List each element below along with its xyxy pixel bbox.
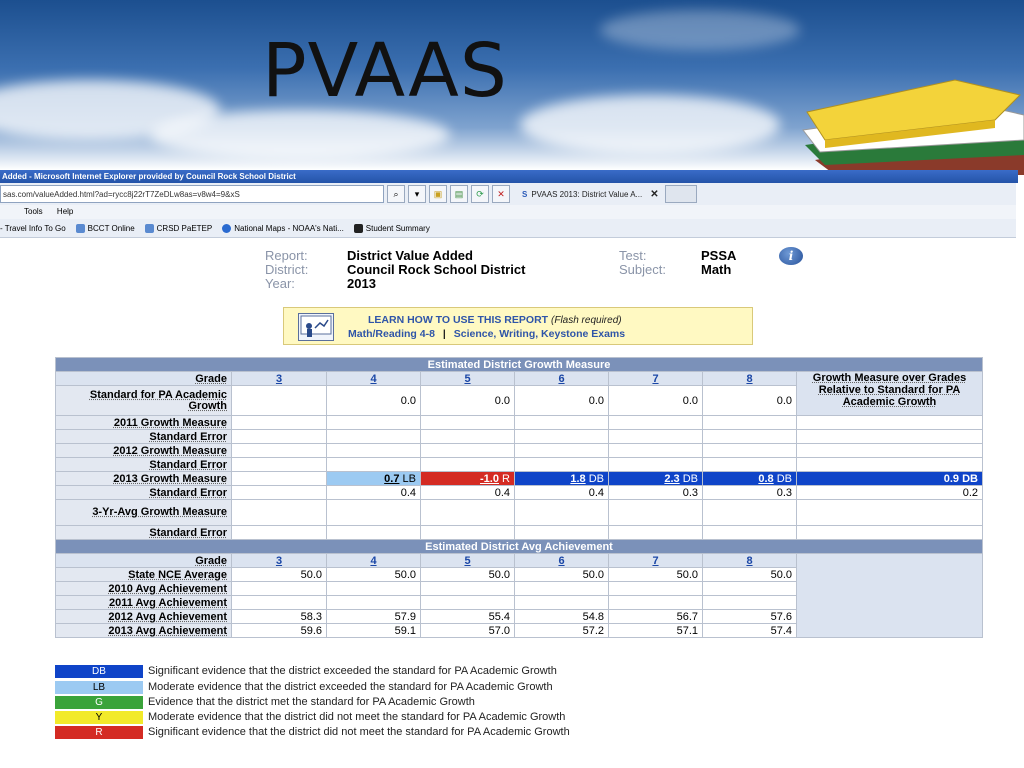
table-cell: 50.0 bbox=[421, 568, 515, 582]
report-value: District Value Added bbox=[347, 248, 473, 263]
search-icon[interactable]: ⌕ bbox=[387, 185, 405, 203]
table-row bbox=[56, 486, 983, 500]
browser-title-bar: Added - Microsoft Internet Explorer provided by Council Rock School District bbox=[0, 170, 1018, 183]
grade-link-6[interactable]: 6 bbox=[515, 554, 609, 568]
growth-cell-5[interactable] bbox=[421, 472, 515, 486]
table-row bbox=[56, 554, 983, 568]
favorite-travel[interactable] bbox=[0, 224, 66, 233]
subject-label: Subject: bbox=[619, 262, 666, 277]
table-cell: 55.4 bbox=[421, 610, 515, 624]
district-label: District: bbox=[265, 262, 309, 277]
grade-label: Grade bbox=[56, 372, 232, 386]
grade-link-8[interactable]: 8 bbox=[703, 372, 797, 386]
row-label: 2013 Avg Achievement bbox=[56, 624, 232, 638]
learn-headline-text: LEARN HOW TO USE THIS REPORT bbox=[368, 314, 549, 326]
grade-link-5[interactable]: 5 bbox=[421, 554, 515, 568]
growth-section-title: Estimated District Growth Measure bbox=[56, 358, 983, 372]
legend-text: Moderate evidence that the district exceeded the standard for PA Academic Growth bbox=[148, 681, 553, 693]
standard-label: Standard for PA Academic Growth bbox=[56, 386, 232, 416]
row-label: Standard Error bbox=[56, 486, 232, 500]
table-row bbox=[56, 472, 983, 486]
growth-cell-8[interactable] bbox=[703, 472, 797, 486]
row-label: 2013 Growth Measure bbox=[56, 472, 232, 486]
s-icon bbox=[354, 224, 363, 233]
link-separator: | bbox=[442, 328, 446, 340]
district-value: Council Rock School District bbox=[347, 262, 526, 277]
browser-address-bar bbox=[0, 183, 1016, 206]
table-cell: 56.7 bbox=[609, 610, 703, 624]
table-row bbox=[56, 416, 983, 430]
table-cell: 50.0 bbox=[327, 568, 421, 582]
growth-value: -1.0 bbox=[480, 472, 499, 485]
legend-swatch: DB bbox=[55, 665, 143, 678]
row-label: 2011 Growth Measure bbox=[56, 416, 232, 430]
row-label: Standard Error bbox=[56, 430, 232, 444]
growth-code: DB bbox=[776, 472, 792, 485]
table-cell: 0.0 bbox=[703, 386, 797, 416]
close-tab-icon[interactable]: ✕ bbox=[650, 188, 659, 200]
row-label: 2012 Growth Measure bbox=[56, 444, 232, 458]
table-cell: 0.0 bbox=[609, 386, 703, 416]
legend-text: Moderate evidence that the district did not meet the standard for PA Academic Growth bbox=[148, 711, 566, 723]
table-cell: 0.4 bbox=[327, 486, 421, 500]
cloud bbox=[600, 10, 800, 50]
growth-cell-4[interactable] bbox=[327, 472, 421, 486]
ie-page-icon bbox=[145, 224, 154, 233]
compatibility-icon[interactable]: ▤ bbox=[450, 185, 468, 203]
favorite-bcct[interactable] bbox=[76, 224, 135, 233]
browser-tab-pvaas[interactable] bbox=[522, 186, 659, 202]
row-label: Standard Error bbox=[56, 526, 232, 540]
books-illustration bbox=[795, 60, 1024, 175]
grade-link-5[interactable]: 5 bbox=[421, 372, 515, 386]
presentation-icon bbox=[298, 313, 334, 341]
stop-icon[interactable]: ✕ bbox=[492, 185, 510, 203]
test-label: Test: bbox=[619, 248, 647, 263]
favorite-label: CRSD PaETEP bbox=[156, 223, 213, 233]
table-cell: 50.0 bbox=[703, 568, 797, 582]
grade-link-3[interactable]: 3 bbox=[232, 554, 327, 568]
table-cell: 57.9 bbox=[327, 610, 421, 624]
dropdown-arrow-icon[interactable]: ▾ bbox=[408, 185, 426, 203]
favorites-bar bbox=[0, 219, 1016, 238]
pvaas-favicon-icon: S bbox=[522, 189, 528, 199]
growth-value: 2.3 bbox=[664, 472, 680, 485]
legend-swatch: G bbox=[55, 696, 143, 709]
row-label: Standard Error bbox=[56, 458, 232, 472]
growth-code: DB bbox=[682, 472, 698, 485]
legend-text: Significant evidence that the district exceeded the standard for PA Academic Growth bbox=[148, 665, 557, 677]
legend-text: Significant evidence that the district did not meet the standard for PA Academic Growth bbox=[148, 726, 570, 738]
table-cell: 0.0 bbox=[327, 386, 421, 416]
table-cell: 0.2 bbox=[797, 486, 983, 500]
learn-links bbox=[348, 328, 625, 340]
year-label: Year: bbox=[265, 276, 295, 291]
favorite-noaa[interactable] bbox=[222, 224, 344, 233]
tab-label: PVAAS 2013: District Value A... bbox=[531, 189, 643, 199]
growth-value: 0.7 bbox=[384, 472, 400, 485]
grade-link-4[interactable]: 4 bbox=[327, 372, 421, 386]
cloud bbox=[150, 110, 450, 160]
link-science-writing-keystone[interactable]: Science, Writing, Keystone Exams bbox=[453, 328, 626, 340]
side-header bbox=[797, 372, 983, 416]
table-cell: 50.0 bbox=[609, 568, 703, 582]
table-cell: 54.8 bbox=[515, 610, 609, 624]
ie-page-icon bbox=[76, 224, 85, 233]
growth-overall-cell: 0.9 DB bbox=[797, 472, 983, 486]
table-cell: 0.4 bbox=[421, 486, 515, 500]
legend-text: Evidence that the district met the standard for PA Academic Growth bbox=[148, 696, 475, 708]
growth-value: 0.8 bbox=[758, 472, 774, 485]
table-cell: 59.6 bbox=[232, 624, 327, 638]
grade-label: Grade bbox=[56, 554, 232, 568]
grade-link-3[interactable]: 3 bbox=[232, 372, 327, 386]
favorite-crsd[interactable] bbox=[145, 224, 213, 233]
achievement-section-header bbox=[56, 540, 983, 554]
test-value: PSSA bbox=[701, 248, 737, 263]
table-row bbox=[56, 430, 983, 444]
achievement-section-title: Estimated District Avg Achievement bbox=[56, 540, 983, 554]
favorite-label: - Travel Info To Go bbox=[0, 223, 66, 233]
growth-code: R bbox=[502, 472, 510, 485]
browser-menu-bar bbox=[0, 205, 1016, 219]
side-header-text: Growth Measure over Grades Relative to Standard for PA Academic Growth bbox=[812, 372, 967, 408]
flash-note: (Flash required) bbox=[551, 315, 622, 326]
favorite-student-summary[interactable] bbox=[354, 224, 430, 233]
table-cell: 57.0 bbox=[421, 624, 515, 638]
table-cell bbox=[232, 386, 327, 416]
info-icon[interactable]: i bbox=[779, 247, 803, 265]
growth-cell-6[interactable] bbox=[515, 472, 609, 486]
table-cell: 57.4 bbox=[703, 624, 797, 638]
lock-icon[interactable]: ▣ bbox=[429, 185, 447, 203]
menu-help[interactable]: Help bbox=[56, 207, 74, 216]
row-label: 2012 Avg Achievement bbox=[56, 610, 232, 624]
table-cell bbox=[232, 472, 327, 486]
learn-headline[interactable] bbox=[368, 314, 622, 326]
link-math-reading[interactable]: Math/Reading 4-8 bbox=[348, 328, 435, 340]
slide-title: PVAAS bbox=[262, 28, 508, 114]
report-label: Report: bbox=[265, 248, 308, 263]
table-cell: 58.3 bbox=[232, 610, 327, 624]
legend-swatch: R bbox=[55, 726, 143, 739]
favorite-label: National Maps - NOAA's Nati... bbox=[234, 223, 344, 233]
row-label: 2011 Avg Achievement bbox=[56, 596, 232, 610]
address-field[interactable]: sas.com/valueAdded.html?ad=rycc8j22rT7ZeDLw8as=v8w4=9&xS bbox=[0, 185, 384, 203]
grade-link-7[interactable]: 7 bbox=[609, 372, 703, 386]
table-row bbox=[56, 526, 983, 540]
legend-swatch: Y bbox=[55, 711, 143, 724]
table-cell: 57.6 bbox=[703, 610, 797, 624]
grade-link-6[interactable]: 6 bbox=[515, 372, 609, 386]
table-cell: 57.2 bbox=[515, 624, 609, 638]
table-cell: 50.0 bbox=[515, 568, 609, 582]
growth-section-header bbox=[56, 358, 983, 372]
table-cell: 57.1 bbox=[609, 624, 703, 638]
table-cell: 0.3 bbox=[703, 486, 797, 500]
grade-link-4[interactable]: 4 bbox=[327, 554, 421, 568]
table-row bbox=[56, 458, 983, 472]
cloud bbox=[520, 95, 780, 155]
table-cell bbox=[232, 486, 327, 500]
table-cell: 50.0 bbox=[232, 568, 327, 582]
subject-value: Math bbox=[701, 262, 732, 277]
side-blank bbox=[797, 554, 983, 638]
table-row bbox=[56, 500, 983, 526]
menu-tools[interactable]: Tools bbox=[24, 207, 43, 216]
learn-how-box bbox=[283, 307, 753, 345]
noaa-icon bbox=[222, 224, 231, 233]
growth-code: DB bbox=[588, 472, 604, 485]
table-cell: 0.4 bbox=[515, 486, 609, 500]
row-label: 3-Yr-Avg Growth Measure bbox=[56, 500, 232, 526]
table-cell: 0.0 bbox=[515, 386, 609, 416]
table-cell: 59.1 bbox=[327, 624, 421, 638]
favorite-label: BCCT Online bbox=[87, 223, 135, 233]
new-tab-button[interactable] bbox=[665, 185, 697, 203]
growth-value: 1.8 bbox=[570, 472, 586, 485]
growth-code: LB bbox=[402, 472, 416, 485]
row-label: 2010 Avg Achievement bbox=[56, 582, 232, 596]
table-row bbox=[56, 372, 983, 386]
table-cell: 0.3 bbox=[609, 486, 703, 500]
growth-cell-7[interactable] bbox=[609, 472, 703, 486]
value-added-table bbox=[55, 357, 983, 638]
table-cell: 0.0 bbox=[421, 386, 515, 416]
row-label: State NCE Average bbox=[56, 568, 232, 582]
refresh-icon[interactable]: ⟳ bbox=[471, 185, 489, 203]
favorite-label: Student Summary bbox=[365, 223, 430, 233]
grade-link-8[interactable]: 8 bbox=[703, 554, 797, 568]
table-row bbox=[56, 444, 983, 458]
grade-link-7[interactable]: 7 bbox=[609, 554, 703, 568]
year-value: 2013 bbox=[347, 276, 376, 291]
legend-swatch: LB bbox=[55, 681, 143, 694]
